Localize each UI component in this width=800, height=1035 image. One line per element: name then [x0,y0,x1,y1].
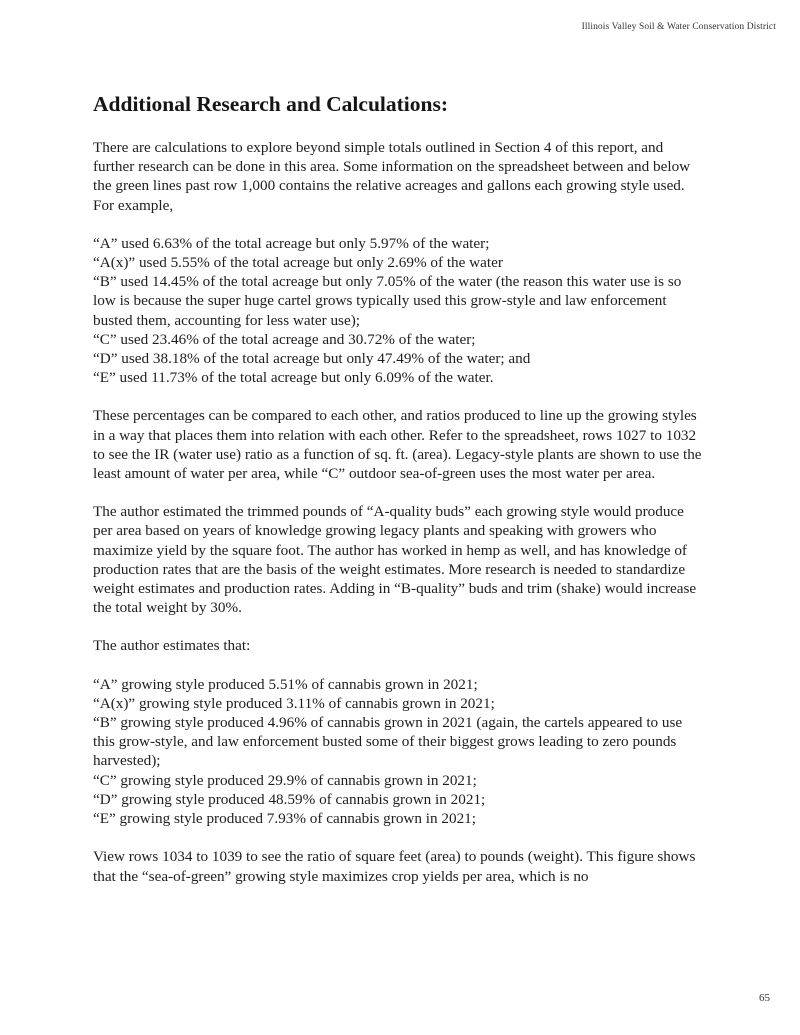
water-use-list [93,234,707,388]
water-use-item-ax: “A(x)” used 5.55% of the total acreage but only 2.69% of the water [93,254,503,272]
page-content [93,90,707,905]
water-use-item-b: “B” used 14.45% of the total acreage but only 7.05% of the water (the reason this water use is so low is because the super huge cartel grows typically used this grow-style and law enforcement busted them, accounting for less water use); [93,273,682,329]
estimates-paragraph: The author estimated the trimmed pounds of “A-quality buds” each growing style would produce per area based on years of knowledge growing legacy plants and speaking with growers who maximize yield by the square foot. The author has worked in hemp as well, and has knowledge of production rates that are the basis of the weight estimates. More research is needed to standardize weight estimates and production rates. Adding in “B-quality” buds and trim (shake) would increase the total weight by 30%. [93,503,697,617]
production-item-d: “D” growing style produced 48.59% of cannabis grown in 2021; [93,790,486,808]
intro-paragraph: There are calculations to explore beyond simple totals outlined in Section 4 of this report, and further research can be done in this area. Some information on the spreadsheet between and below the green lines past row 1,000 contains the relative acreages and gallons each growing style used. For example, [93,139,691,214]
production-list [93,675,707,829]
section-heading: Additional Research and Calculations: [93,92,448,116]
running-header: Illinois Valley Soil & Water Conservation District [581,22,776,32]
water-use-item-c: “C” used 23.46% of the total acreage and 30.72% of the water; [93,330,476,348]
water-use-item-a: “A” used 6.63% of the total acreage but only 5.97% of the water; [93,234,490,252]
production-item-ax: “A(x)” growing style produced 3.11% of cannabis grown in 2021; [93,694,495,712]
closing-paragraph: View rows 1034 to 1039 to see the ratio of square feet (area) to pounds (weight). This figure shows that the “sea-of-green” growing style maximizes crop yields per area, which is no [93,848,696,885]
ratios-paragraph: These percentages can be compared to each other, and ratios produced to line up the growing styles in a way that places them into relation with each other. Refer to the spreadsheet, rows 1027 to 1032 to see the IR (water use) ratio as a function of sq. ft. (area). Legacy-style plants are shown to use the least amount of water per area, while “C” outdoor sea-of-green uses the most water per area. [93,407,702,483]
water-use-item-e: “E” used 11.73% of the total acreage but only 6.09% of the water. [93,369,494,387]
production-item-b: “B” growing style produced 4.96% of cannabis grown in 2021 (again, the cartels appeared to use this grow-style, and law enforcement busted some of their biggest grows leading to zero pounds harvested); [93,714,683,770]
production-item-e: “E” growing style produced 7.93% of cannabis grown in 2021; [93,810,476,828]
water-use-item-d: “D” used 38.18% of the total acreage but only 47.49% of the water; and [93,350,531,368]
page-number: 65 [759,992,770,1004]
production-item-a: “A” growing style produced 5.51% of cannabis grown in 2021; [93,675,478,693]
author-estimates-intro: The author estimates that: [93,637,251,655]
production-item-c: “C” growing style produced 29.9% of cannabis grown in 2021; [93,771,477,789]
